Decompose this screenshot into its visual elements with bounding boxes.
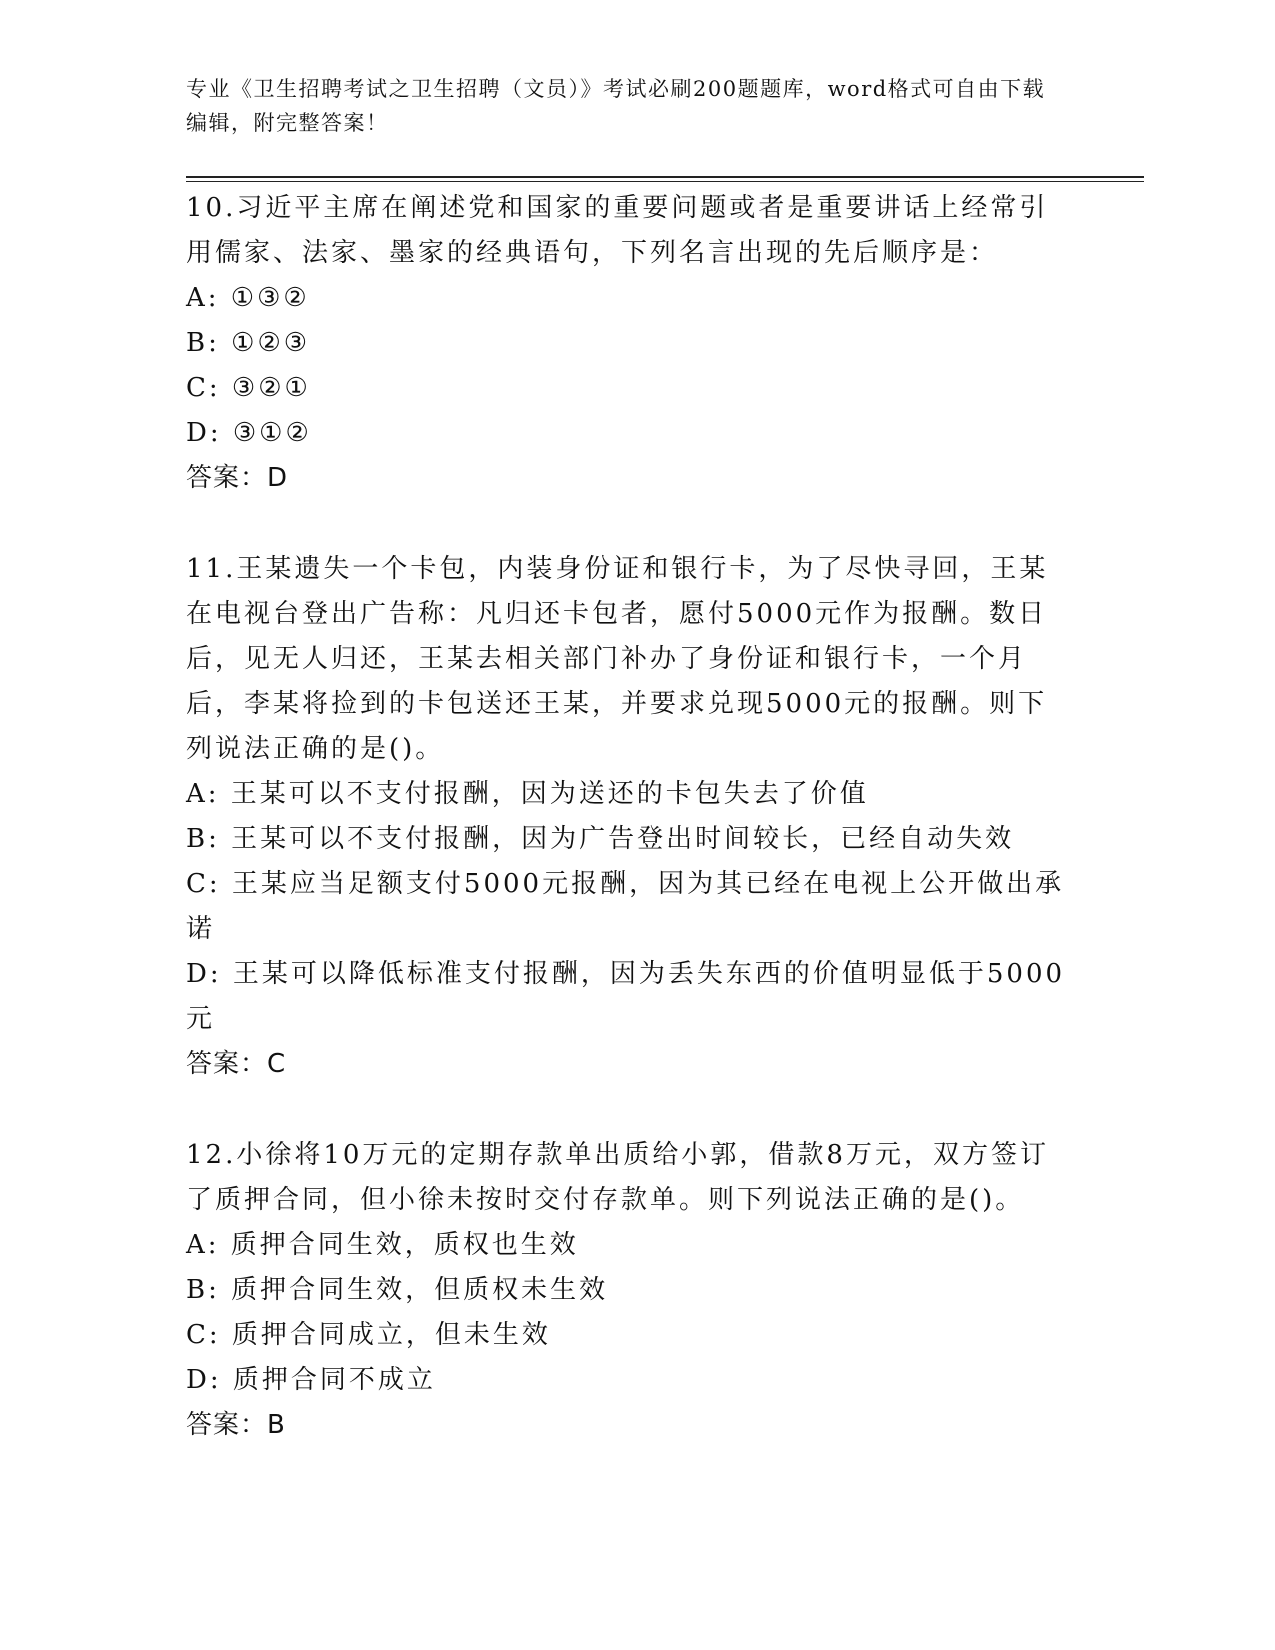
header-divider-thin	[186, 181, 1144, 182]
spacer	[186, 501, 1076, 547]
option-a: A: ①③②	[186, 283, 310, 313]
option-b: B: ①②③	[186, 328, 311, 358]
question-text: 12.小徐将10万元的定期存款单出质给小郭，借款8万元，双方签订了质押合同，但小徐未按时交付存款单。则下列说法正确的是()。	[186, 1140, 1049, 1215]
option-c: C: 质押合同成立，但未生效	[186, 1320, 551, 1350]
spacer	[186, 1087, 1076, 1133]
option-b: B: 质押合同生效，但质权未生效	[186, 1275, 609, 1305]
option-a: A: 质押合同生效，质权也生效	[186, 1230, 579, 1260]
answer: 答案：C	[186, 1049, 287, 1079]
answer: 答案：B	[186, 1410, 286, 1440]
question-text: 11.王某遗失一个卡包，内装身份证和银行卡，为了尽快寻回，王某在电视台登出广告称：凡归还卡包者，愿付5000元作为报酬。数日后，见无人归还，王某去相关部门补办了身份证和银行卡，一个月后，李某将捡到的卡包送还王某，并要求兑现5000元的报酬。则下列说法正确的是()。	[186, 554, 1049, 764]
option-a: A: 王某可以不支付报酬，因为送还的卡包失去了价值	[186, 779, 869, 809]
option-d: D: 王某可以降低标准支付报酬，因为丢失东西的价值明显低于5000元	[186, 959, 1066, 1034]
option-d: D: 质押合同不成立	[186, 1365, 436, 1395]
question-12	[186, 1133, 1076, 1448]
header-divider-thick	[186, 176, 1144, 178]
option-c: C: 王某应当足额支付5000元报酬，因为其已经在电视上公开做出承诺	[186, 869, 1065, 944]
document-header: 专业《卫生招聘考试之卫生招聘（文员）》考试必刷200题题库，word格式可自由下载编辑，附完整答案！	[186, 77, 1046, 135]
option-b: B: 王某可以不支付报酬，因为广告登出时间较长，已经自动失效	[186, 824, 1015, 854]
question-10	[186, 186, 1076, 501]
question-11	[186, 547, 1076, 1087]
answer: 答案：D	[186, 463, 289, 493]
question-list	[186, 186, 1076, 1448]
question-text: 10.习近平主席在阐述党和国家的重要问题或者是重要讲话上经常引用儒家、法家、墨家的经典语句，下列名言出现的先后顺序是：	[186, 193, 1049, 268]
option-c: C: ③②①	[186, 373, 311, 403]
option-d: D: ③①②	[186, 418, 312, 448]
